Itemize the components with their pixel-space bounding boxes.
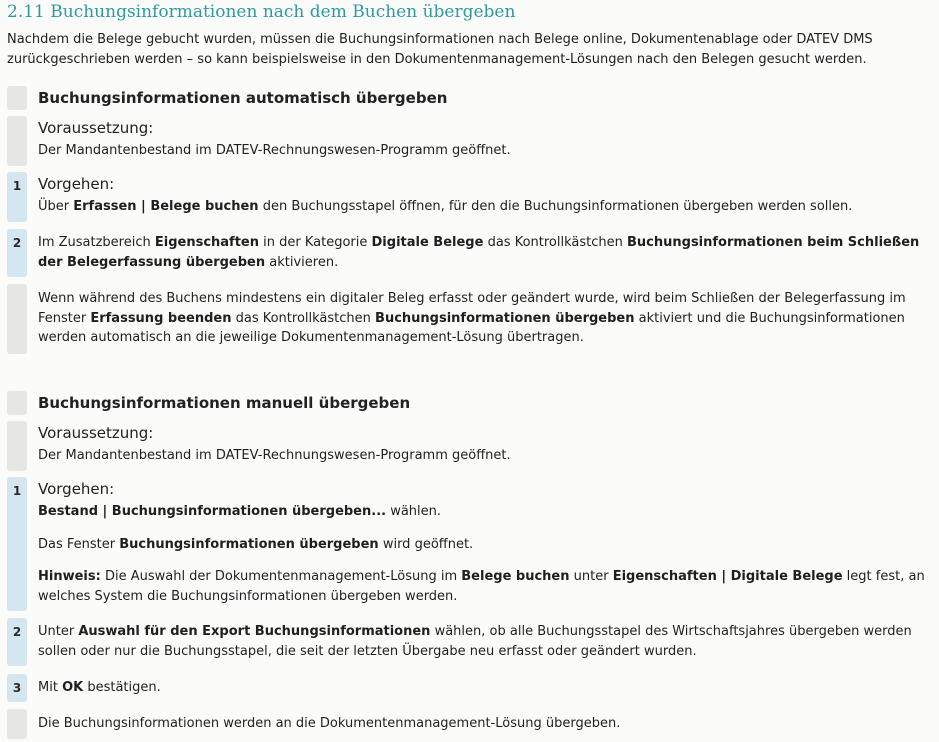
result-marker	[7, 709, 27, 739]
page-title: 2.11 Buchungsinformationen nach dem Buchen übergeben	[7, 2, 516, 22]
step-text: Unter Auswahl für den Export Buchungsinformationen wählen, ob alle Buchungsstapel des Wirtschaftsjahres übergeben werden sollen oder nur die Buchungsstapel, die seit der letzten Übergabe neu erfasst oder geändert wurden.	[38, 624, 912, 659]
step-text: Über Erfassen | Belege buchen den Buchungsstapel öffnen, für den die Buchungsinformationen übergeben werden sollen.	[38, 199, 853, 214]
step-text: Mit OK bestätigen.	[38, 680, 161, 695]
procedure-label: Vorgehen:	[38, 175, 115, 193]
section2-heading: Buchungsinformationen manuell übergeben	[38, 394, 411, 412]
step-number: 2	[7, 618, 27, 666]
hint-text: Hinweis: Die Auswahl der Dokumentenmanagement-Lösung im Belege buchen unter Eigenschaften | Digitale Belege legt fest, an welches System die Buchungsinformationen übergeben werden.	[38, 569, 925, 604]
prereq-marker	[7, 421, 27, 471]
prereq-label: Voraussetzung:	[38, 119, 154, 137]
section1-heading-row	[7, 86, 937, 110]
result-text: Die Buchungsinformationen werden an die Dokumentenmanagement-Lösung übergeben.	[38, 716, 621, 731]
result-text: Wenn während des Buchens mindestens ein digitaler Beleg erfasst oder geändert wurde, wird beim Schließen der Belegerfassung im Fenster Erfassung beenden das Kontrollkästchen Buchungsinformationen übergeben aktiviert und die Buchungsinformationen werden automatisch an die jeweilige Dokumentenmanagement-Lösung übertragen.	[38, 291, 906, 345]
section-marker	[7, 86, 27, 110]
section2-result	[7, 709, 937, 739]
section1-step1	[7, 172, 937, 222]
step-number: 1	[7, 477, 27, 611]
step-text: Im Zusatzbereich Eigenschaften in der Kategorie Digitale Belege das Kontrollkästchen Buchungsinformationen beim Schließen der Belegerfassung übergeben aktivieren.	[38, 235, 920, 270]
prereq-text: Der Mandantenbestand im DATEV-Rechnungswesen-Programm geöffnet.	[38, 143, 511, 158]
result-marker	[7, 284, 27, 354]
procedure-label: Vorgehen:	[38, 480, 115, 498]
prereq-text: Der Mandantenbestand im DATEV-Rechnungswesen-Programm geöffnet.	[38, 448, 511, 463]
step-info: Das Fenster Buchungsinformationen übergeben wird geöffnet.	[38, 536, 474, 552]
section1-result	[7, 284, 937, 354]
prereq-label: Voraussetzung:	[38, 424, 154, 442]
section2-step2	[7, 618, 937, 666]
section1-prereq	[7, 116, 937, 166]
step-number: 1	[7, 172, 27, 222]
section2-heading-row	[7, 391, 937, 415]
step-number: 3	[7, 674, 27, 702]
section2-step1	[7, 477, 937, 611]
section2-prereq	[7, 421, 937, 471]
step-number: 2	[7, 229, 27, 277]
section1-heading: Buchungsinformationen automatisch übergeben	[38, 89, 448, 107]
step-text: Bestand | Buchungsinformationen übergeben... wählen.	[38, 504, 442, 519]
prereq-marker	[7, 116, 27, 166]
intro-text: Nachdem die Belege gebucht wurden, müssen die Buchungsinformationen nach Belege online, Dokumentenablage oder DATEV DMS zurückgeschrieben werden – so kann beispielsweise in den Dokumentenmanagement-Lösungen nach den Belegen gesucht werden.	[7, 32, 873, 67]
section1-step2	[7, 229, 937, 277]
section2-step3	[7, 674, 937, 702]
section-marker	[7, 391, 27, 415]
